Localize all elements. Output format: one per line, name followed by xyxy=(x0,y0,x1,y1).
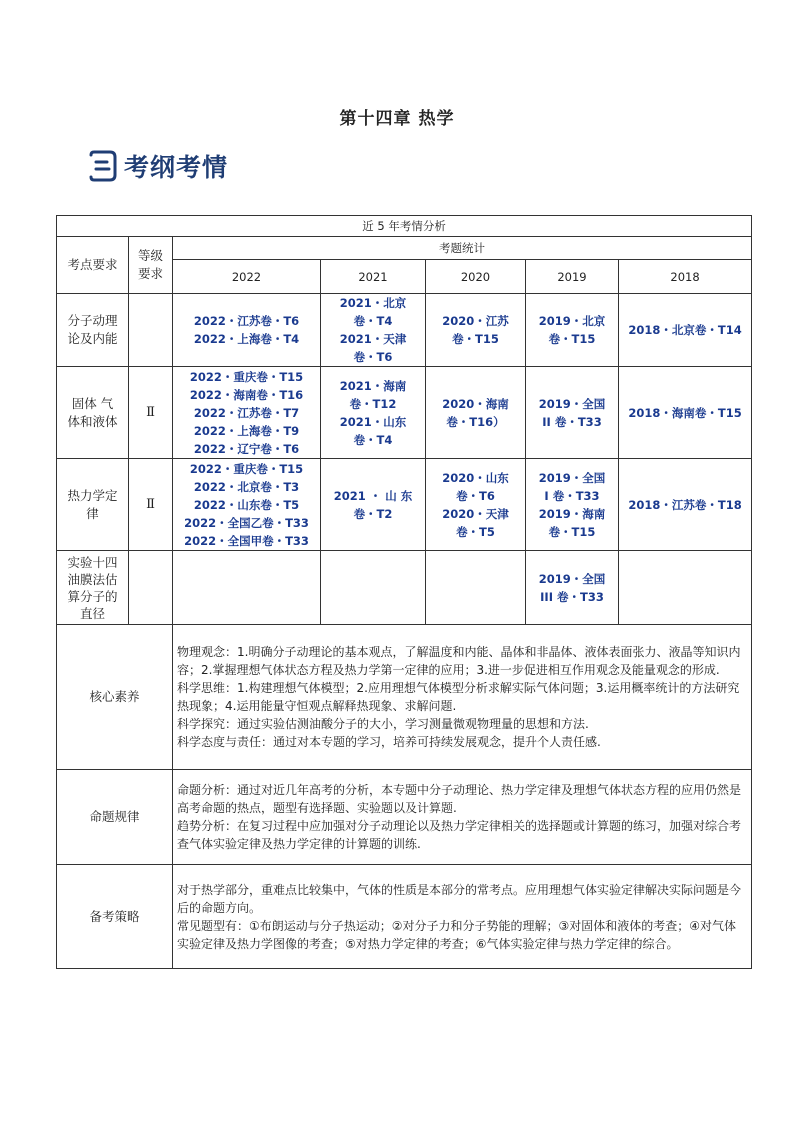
table-row xyxy=(57,551,752,625)
row-topic: 固体 气 体和液体 xyxy=(57,367,129,459)
table-cell xyxy=(619,551,752,625)
table-cell: 2018・海南卷・T15 xyxy=(619,367,752,459)
header-year: 2018 xyxy=(619,260,752,294)
page-title: 第十四章 热学 xyxy=(339,109,455,129)
document-icon xyxy=(86,149,120,183)
table-row xyxy=(57,459,752,551)
table-cell: 2022・重庆卷・T15 2022・海南卷・T16 2022・江苏卷・T7 2022・上海卷・T9 2022・辽宁卷・T6 xyxy=(173,367,321,459)
row-topic: 热力学定 律 xyxy=(57,459,129,551)
header-year: 2021 xyxy=(321,260,426,294)
header-year: 2022 xyxy=(173,260,321,294)
table-cell: 2019・全国 III 卷・T33 xyxy=(526,551,619,625)
table-cell xyxy=(173,551,321,625)
table-cell xyxy=(426,551,526,625)
table-cell: 2022・重庆卷・T15 2022・北京卷・T3 2022・山东卷・T5 2022・全国乙卷・T33 2022・全国甲卷・T33 xyxy=(173,459,321,551)
table-cell: 2019・北京 卷・T15 xyxy=(526,294,619,367)
table-cell: 2019・全国 I 卷・T33 2019・海南 卷・T15 xyxy=(526,459,619,551)
header-stats: 考题统计 xyxy=(173,237,752,260)
table-row xyxy=(57,367,752,459)
rules-text: 命题分析：通过对近几年高考的分析，本专题中分子动理论、热力学定律及理想气体状态方程的应用仍然是高考命题的热点，题型有选择题、实验题以及计算题. 趋势分析：在复习过程中应加强对分子动理论以及热力学定律相关的选择题或计算题的练习，加强对综合考查气体实验定律及热力学定律的计算题的训练. xyxy=(173,770,752,865)
table-row xyxy=(57,625,752,770)
section-header xyxy=(86,146,228,186)
table-cell: 2021・北京 卷・T4 2021・天津 卷・T6 xyxy=(321,294,426,367)
table-cell: 2018・江苏卷・T18 xyxy=(619,459,752,551)
row-topic: 实验十四 油膜法估 算分子的 直径 xyxy=(57,551,129,625)
header-level: 等级 要求 xyxy=(129,237,173,294)
table-row xyxy=(57,865,752,969)
table-cell: 2021 ・ 山 东 卷・T2 xyxy=(321,459,426,551)
table-cell: 2019・全国 II 卷・T33 xyxy=(526,367,619,459)
core-text: 物理观念：1.明确分子动理论的基本观点，了解温度和内能、晶体和非晶体、液体表面张力、液晶等知识内容；2.掌握理想气体状态方程及热力学第一定律的应用；3.进一步促进相互作用观念及能量观念的形成. 科学思维：1.构建理想气体模型；2.应用理想气体模型分析求解实际气体问题；3.运用概率统计的方法研究热现象；4.运用能量守恒观点解释热现象、求解问题. 科学探究：通过实验估测油酸分子的大小，学习测量微观物理量的思想和方法. 科学态度与责任：通过对本专题的学习，培养可持续发展观念，提升个人责任感. xyxy=(173,625,752,770)
header-year: 2019 xyxy=(526,260,619,294)
strategy-text: 对于热学部分，重难点比较集中，气体的性质是本部分的常考点。应用理想气体实验定律解决实际问题是今后的命题方向。 常见题型有：①布朗运动与分子热运动；②对分子力和分子势能的理解；③对固体和液体的考查；④对气体实验定律及热力学图像的考查；⑤对热力学定律的考查；⑥气体实验定律与热力学定律的综合。 xyxy=(173,865,752,969)
header-topic: 考点要求 xyxy=(57,237,129,294)
table-row xyxy=(57,294,752,367)
table-cell: 2021・海南 卷・T12 2021・山东 卷・T4 xyxy=(321,367,426,459)
header-year: 2020 xyxy=(426,260,526,294)
row-level: Ⅱ xyxy=(129,367,173,459)
table-caption: 近 5 年考情分析 xyxy=(57,216,752,237)
table-cell: 2020・江苏 卷・T15 xyxy=(426,294,526,367)
table-cell: 2022・江苏卷・T6 2022・上海卷・T4 xyxy=(173,294,321,367)
row-level: Ⅱ xyxy=(129,459,173,551)
core-label: 核心素养 xyxy=(57,625,173,770)
row-level xyxy=(129,294,173,367)
row-topic: 分子动理 论及内能 xyxy=(57,294,129,367)
exam-analysis-table xyxy=(56,215,752,969)
table-row xyxy=(57,770,752,865)
table-cell: 2020・海南 卷・T16） xyxy=(426,367,526,459)
table-cell: 2018・北京卷・T14 xyxy=(619,294,752,367)
row-level xyxy=(129,551,173,625)
section-title: 考纲考情 xyxy=(124,153,229,182)
strategy-label: 备考策略 xyxy=(57,865,173,969)
table-cell: 2020・山东 卷・T6 2020・天津 卷・T5 xyxy=(426,459,526,551)
table-cell xyxy=(321,551,426,625)
rules-label: 命题规律 xyxy=(57,770,173,865)
